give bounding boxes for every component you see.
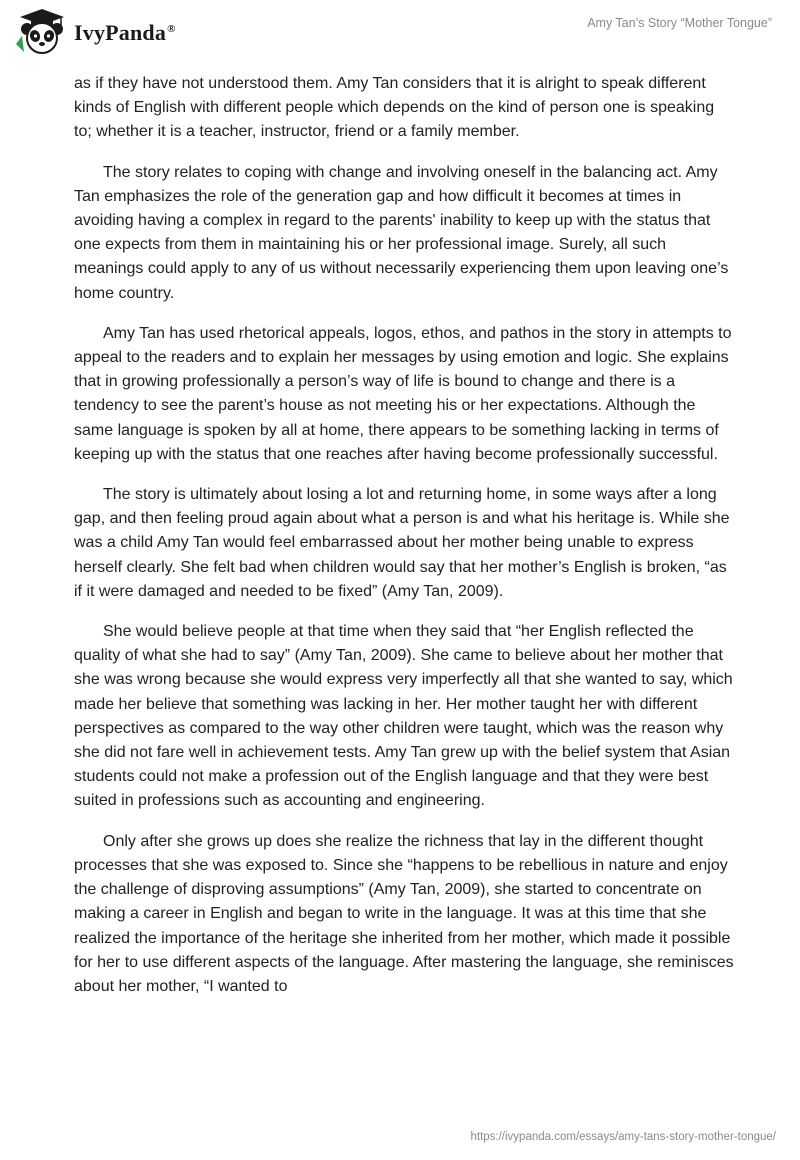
brand-name: IvyPanda®: [74, 20, 176, 45]
registered-mark: ®: [167, 22, 176, 35]
essay-body: [74, 72, 734, 1015]
paragraph: The story relates to coping with change and involving oneself in the balancing act. Amy Tan emphasizes the role of the generation gap and how difficult it becomes at times in avoiding having a complex in regard to the parents' inability to keep up with the status that one expects from them in maintaining his or her professional image. Surely, all such meanings could apply to any of us without necessarily experiencing them upon leaving one’s home country.: [74, 163, 729, 302]
document-title: Amy Tan’s Story “Mother Tongue”: [587, 16, 772, 30]
paragraph: She would believe people at that time when they said that “her English reflected the quality of what she had to say” (Amy Tan, 2009). She came to believe about her mother that she was wrong because she would express very imperfectly all that she wanted to say, which made her believe that something was lacking in her. Her mother taught her with different perspectives as compared to the way other children were taught, which was the reason why she did not fare well in achievement tests. Amy Tan grew up with the belief system that Asian students could not make a profession out of the English language and that they were best suited in professions such as accounting and engineering.: [74, 623, 733, 810]
paragraph: Amy Tan has used rhetorical appeals, logos, ethos, and pathos in the story in attempts to appeal to the readers and to explain her messages by using emotion and logic. She explains that in growing professionally a person’s way of life is bound to change and there is a tendency to see the parent’s house as not meeting his or her expectations. Although the same language is spoken by all at home, there appears to be something lacking in terms of keeping up with the status that one reaches after having become professionally successful.: [74, 324, 732, 463]
paragraph: Only after she grows up does she realize the richness that lay in the different thought processes that she was exposed to. Since she “happens to be rebellious in nature and enjoy the challenge of disproving assumptions” (Amy Tan, 2009), she started to concentrate on making a career in English and began to write in the language. It was at this time that she realized the importance of the heritage she inherited from her mother, which made it possible for her to use different aspects of the language. After mastering the language, she reminisces about her mother, “I wanted to: [74, 832, 734, 995]
paragraph: The story is ultimately about losing a lot and returning home, in some ways after a long gap, and then feeling proud again about what a person is and what his heritage is. While she was a child Amy Tan would feel embarrassed about her mother being unable to express herself clearly. She felt bad when children would say that her mother’s English is broken, “as if it were damaged and needed to be fixed” (Amy Tan, 2009).: [74, 486, 730, 600]
brand-logo-link[interactable]: [14, 8, 176, 58]
source-url-link[interactable]: https://ivypanda.com/essays/amy-tans-story-mother-tongue/: [470, 1131, 776, 1143]
panda-graduate-icon: [14, 8, 70, 58]
page-header: [0, 0, 800, 70]
paragraph: as if they have not understood them. Amy Tan considers that it is alright to speak different kinds of English with different people which depends on the kind of person one is speaking to; whether it is a teacher, instructor, friend or a family member.: [74, 75, 715, 141]
